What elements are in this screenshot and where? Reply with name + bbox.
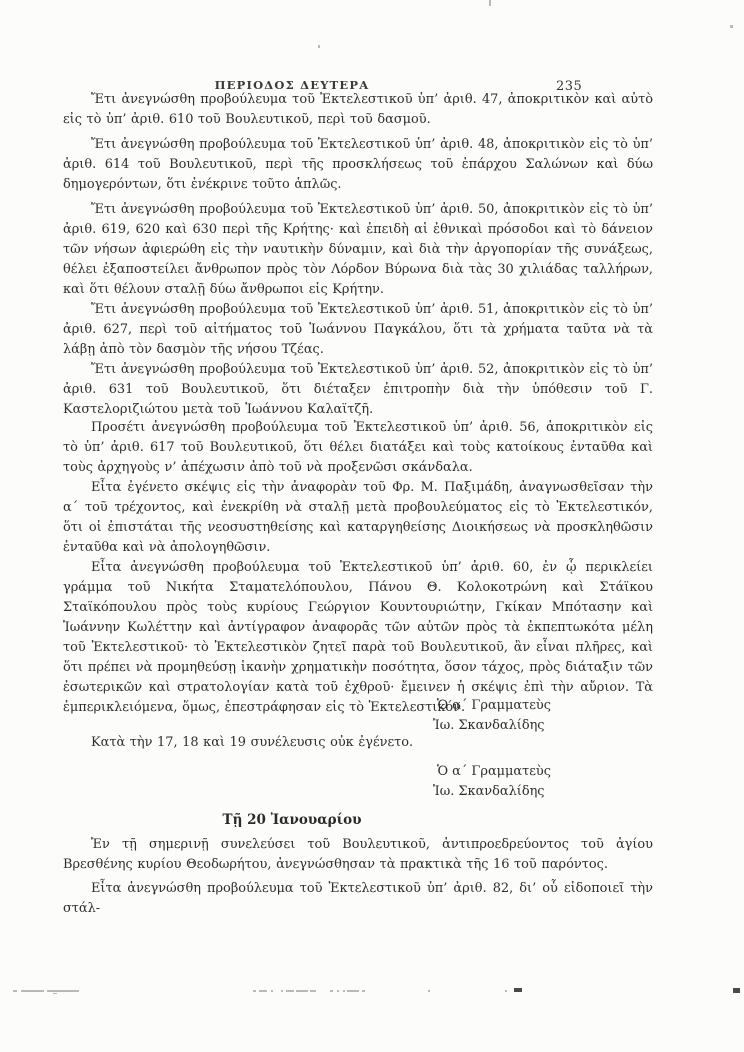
running-title: ΠΕΡΙΟΔΟΣ ΔΕΥΤΕΡΑ: [214, 78, 370, 92]
scan-artifact: [347, 990, 359, 992]
scan-artifact: [281, 990, 283, 992]
scan-artifact: [489, 0, 491, 6]
scan-artifact: [310, 990, 316, 992]
scan-artifact: [730, 25, 733, 28]
scan-artifact: [514, 988, 522, 992]
session-heading: Τῇ 20 Ἰανουαρίου: [222, 812, 362, 828]
scan-artifact: [47, 990, 79, 992]
scan-artifact: [505, 990, 507, 992]
signature-role: Ὁ α΄ Γραμματεὺς: [437, 764, 551, 779]
scan-artifact: [428, 990, 430, 992]
session-paragraph-2: Εἶτα ἀνεγνώσθη προβούλευμα τοῦ Ἐκτελεστικοῦ ὑπ’ ἀριθ. 82, δι’ οὗ εἰδοποιεῖ τὴν στάλ-: [63, 881, 653, 916]
scan-artifact: [305, 990, 308, 992]
scan-artifact: [253, 990, 256, 992]
scan-artifact: [286, 990, 294, 992]
scan-artifact: [21, 990, 44, 992]
paragraph-3: Ἔτι ἀνεγνώσθη προβούλευμα τοῦ Ἐκτελεστικοῦ ὑπ’ ἀριθ. 50, ἀποκριτικὸν εἰς τὸ ὑπ’ ἀριθ. 619, 620 καὶ 630 περὶ τῆς Κρήτης· καὶ ἐπειδὴ αἱ ἐθνικαὶ πρόσοδοι καὶ τὸ δάνειον τῶν νήσων ἀφιερώθη εἰς τὴν ναυτικὴν δύναμιν, καὶ διὰ τὴν ἀργοπορίαν τῆς συνάξεως, θέλει ἐξαποστείλει ἄνθρωπον πρὸς τὸν Λόρδον Βύρωνα διὰ τὰς 30 χιλιάδας ταλλήρων, καὶ ὅτι θέλουν σταλῇ δύω ἄνθρωποι εἰς Κρήτην.: [63, 202, 653, 297]
signature-name: Ἰω. Σκανδαλίδης: [433, 784, 545, 799]
signature-block-first: [433, 696, 551, 736]
paragraph-1: Ἔτι ἀνεγνώσθη προβούλευμα τοῦ Ἐκτελεστικοῦ ὑπ’ ἀριθ. 47, ἀποκριτικὸν καὶ αὐτὸ εἰς τὸ ὑπ’ ἀριθ. 610 τοῦ Βουλευτικοῦ, περὶ τοῦ δασμοῦ.: [63, 92, 653, 127]
signature-role: Ὁ α΄ Γραμματεὺς: [437, 698, 551, 713]
paragraph-7: Εἶτα ἐγένετο σκέψις εἰς τὴν ἀναφορὰν τοῦ Φρ. Μ. Παξιμάδη, ἀναγνωσθεῖσαν τὴν α΄ τοῦ τρέχοντος, καὶ ἐνεκρίθη νὰ σταλῇ μετὰ προβουλεύματος εἰς τὸ Ἐκτελεστικόν, ὅτι οἱ ἐπιστάται τῆς νεοσυστηθείσης καὶ καταργηθείσης Διοικήσεως νὰ προσκληθῶσιν ἐνταῦθα καὶ νὰ ἀπολογηθῶσιν.: [63, 480, 653, 555]
signature-name: Ἰω. Σκανδαλίδης: [433, 718, 545, 733]
scan-artifact: [733, 988, 740, 993]
scan-artifact: [53, 993, 57, 994]
scan-artifact: [343, 990, 345, 992]
paragraph-8: Εἶτα ἀνεγνώσθη προβούλευμα τοῦ Ἐκτελεστικοῦ ὑπ’ ἀριθ. 60, ἐν ᾧ περικλείει γράμμα τοῦ Νικήτα Σταματελόπουλου, Πάνου Θ. Κολοκοτρώνη καὶ Στάϊκου Σταϊκόπουλου πρὸς τοὺς κυρίους Γεώργιον Κουντουριώτην, Γκίκαν Μπότασην καὶ Ἰωάννην Κωλέττην καὶ ἀντίγραφον ἀναφορᾶς τῶν αὐτῶν πρὸς τὰ ἐκπεπτωκότα μέλη τοῦ Ἐκτελεστικοῦ· τὸ Ἐκτελεστικὸν ζητεῖ παρὰ τοῦ Βουλευτικοῦ, ἂν εἶναι πλῆρες, καὶ ὅτι πρέπει νὰ προμηθεύσῃ ἱκανὴν χρηματικὴν ποσότητα, ὅσον τάχος, πρὸς διάταξιν τῶν ἐσωτερικῶν καὶ στρατολογίαν κατὰ τοῦ ἐχθροῦ· ἔμεινεν ἡ σκέψις ἐπὶ τὴν αὔριον. Τὰ ἐμπερικλειόμενα, ὅμως, ἐπεστράφησαν εἰς τὸ Ἐκτελεστικόν.: [63, 560, 653, 715]
paragraph-2: Ἔτι ἀνεγνώσθη προβούλευμα τοῦ Ἐκτελεστικοῦ ὑπ’ ἀριθ. 48, ἀποκριτικὸν εἰς τὸ ὑπ’ ἀριθ. 614 τοῦ Βουλευτικοῦ, περὶ τῆς προσκλήσεως τοῦ ἐπάρχου Σαλώνων καὶ δύω δημογερόντων, ὅτι ἐνέκρινε τοῦτο ἁπλῶς.: [63, 137, 653, 192]
paragraph-5: Ἔτι ἀνεγνώσθη προβούλευμα τοῦ Ἐκτελεστικοῦ ὑπ’ ἀριθ. 52, ἀποκριτικὸν εἰς τὸ ὑπ’ ἀριθ. 631 τοῦ Βουλευτικοῦ, ὅτι διέταξεν ἐπιτροπὴν διὰ τὴν ὑπόθεσιν τοῦ Γ. Καστελοριζιώτου μετὰ τοῦ Ἰωάννου Καλαϊτζῆ.: [63, 362, 653, 417]
paragraph-4: Ἔτι ἀνεγνώσθη προβούλευμα τοῦ Ἐκτελεστικοῦ ὑπ’ ἀριθ. 51, ἀποκριτικὸν εἰς τὸ ὑπ’ ἀριθ. 627, περὶ τοῦ αἰτήματος τοῦ Ἰωάννου Παγκάλου, ὅτι τὰ χρήματα ταῦτα νὰ τὰ λάβῃ ἀπὸ τὸν δασμὸν τῆς νήσου Τζέας.: [63, 302, 653, 357]
signature-block-second: [433, 762, 551, 802]
paragraph-6: Προσέτι ἀνεγνώσθη προβούλευμα τοῦ Ἐκτελεστικοῦ ὑπ’ ἀριθ. 56, ἀποκριτικὸν εἰς τὸ ὑπ’ ἀριθ. 617 τοῦ Βουλευτικοῦ, ὅτι θέλει διατάξει καὶ τοὺς κατοίκους ἐνταῦθα καὶ τοὺς ἀρχηγοὺς ν’ ἀπέχωσιν ἀπὸ τοῦ νὰ προξενῶσι σκάνδαλα.: [63, 420, 653, 475]
session-paragraph-1: Ἐν τῇ σημερινῇ συνελεύσει τοῦ Βουλευτικοῦ, ἀντιπροεδρεύοντος τοῦ ἁγίου Βρεσθένης κυρίου Θεοδωρήτου, ἀνεγνώσθησαν τὰ πρακτικὰ τῆς 16 τοῦ παρόντος.: [63, 837, 653, 872]
scan-artifact: [271, 990, 273, 992]
no-session-note: Κατὰ τὴν 17, 18 καὶ 19 συνέλευσις οὐκ ἐγένετο.: [91, 735, 414, 750]
scan-artifact: [259, 990, 267, 992]
scan-artifact: [330, 990, 333, 992]
scan-artifact: [362, 990, 365, 992]
scan-artifact: [13, 990, 17, 992]
page-number: 235: [556, 79, 583, 94]
scan-artifact: [318, 45, 320, 48]
scan-artifact: [337, 990, 339, 992]
